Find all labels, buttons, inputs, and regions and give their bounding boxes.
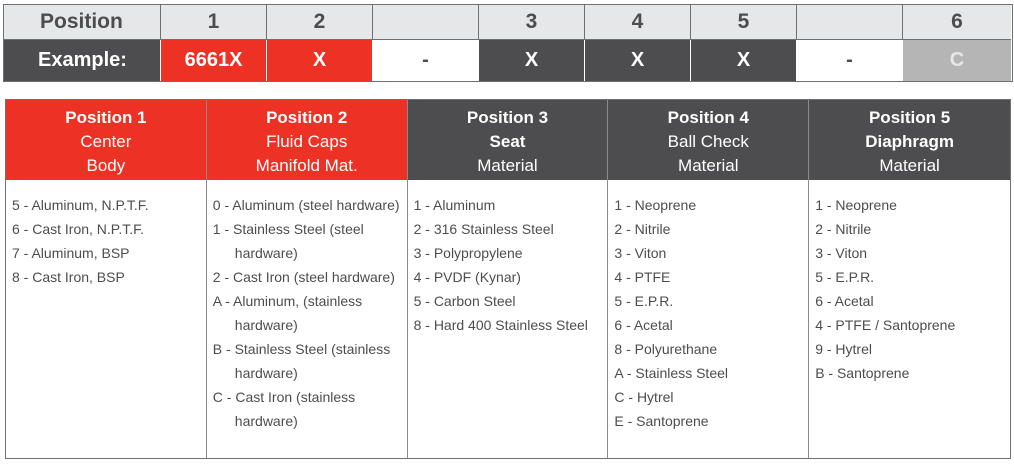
list-item: 7 - Aluminum, BSP <box>12 245 130 261</box>
column-heading-line: Material <box>678 156 739 175</box>
column-heading-title: Position 3 <box>466 108 549 127</box>
column-heading <box>809 100 1010 180</box>
example-code-cell: X <box>585 40 691 81</box>
list-item: A - Stainless Steel <box>614 365 729 381</box>
list-item: 3 - Viton <box>614 245 667 261</box>
column-heading <box>207 100 407 180</box>
column-heading-line: Material <box>477 156 538 175</box>
position-header-label: Position <box>4 5 161 40</box>
list-item: 5 - Carbon Steel <box>413 293 516 309</box>
column-heading-title: Position 4 <box>667 108 749 127</box>
column-heading-line: Manifold Mat. <box>255 156 358 175</box>
options-column-position-1 <box>6 100 207 458</box>
options-table <box>5 99 1011 459</box>
position-number: 3 <box>479 5 585 40</box>
column-heading <box>408 100 608 180</box>
position-number <box>797 5 903 40</box>
list-item: 6 - Cast Iron, N.P.T.F. <box>12 221 145 237</box>
list-item: 8 - Polyurethane <box>614 341 718 357</box>
column-heading-line: Center <box>80 132 132 151</box>
example-code-cell: X <box>267 40 373 81</box>
options-column-position-4 <box>608 100 809 458</box>
list-item: 3 - Polypropylene <box>413 245 523 261</box>
list-item: 4 - PTFE <box>614 269 671 285</box>
list-item: 3 - Viton <box>815 245 868 261</box>
options-list <box>608 180 808 433</box>
options-list <box>809 180 1010 385</box>
example-code-cell: X <box>691 40 797 81</box>
list-item: 6 - Acetal <box>614 317 673 333</box>
options-column-position-3 <box>408 100 609 458</box>
example-row <box>4 40 1012 81</box>
list-item: 2 - Cast Iron (steel hardware) <box>212 269 395 285</box>
position-number: 1 <box>161 5 267 40</box>
list-item: B - Santoprene <box>815 365 910 381</box>
position-number: 5 <box>691 5 797 40</box>
list-item: 2 - 316 Stainless Steel <box>413 221 554 237</box>
options-list <box>6 180 206 289</box>
list-item: 0 - Aluminum (steel hardware) <box>212 197 400 213</box>
column-heading-line: Seat <box>489 132 526 151</box>
list-item: 8 - Cast Iron, BSP <box>12 269 125 285</box>
list-item: 2 - Nitrile <box>815 221 872 237</box>
position-number: 2 <box>267 5 373 40</box>
list-item: 5 - E.P.R. <box>815 269 875 285</box>
list-item: 1 - Aluminum <box>413 197 496 213</box>
list-item: 5 - E.P.R. <box>614 293 674 309</box>
list-item: 2 - Nitrile <box>614 221 671 237</box>
list-item: 1 - Neoprene <box>614 197 697 213</box>
position-example-grid <box>3 4 1013 82</box>
options-column-position-2 <box>207 100 408 458</box>
list-item: E - Santoprene <box>614 413 709 429</box>
list-item: 1 - Neoprene <box>815 197 897 213</box>
list-item: B - Stainless Steel (stainless hardware) <box>212 341 391 381</box>
position-header-row <box>4 5 1012 40</box>
list-item: 4 - PVDF (Kynar) <box>413 269 521 285</box>
column-heading <box>6 100 206 180</box>
position-number <box>373 5 479 40</box>
list-item: C - Cast Iron (stainless hardware) <box>212 389 356 429</box>
list-item: A - Aluminum, (stainless hardware) <box>212 293 363 333</box>
options-list <box>207 180 407 433</box>
column-heading-title: Position 5 <box>868 108 951 127</box>
list-item: C - Hytrel <box>614 389 674 405</box>
list-item: 5 - Aluminum, N.P.T.F. <box>12 197 149 213</box>
column-heading-line: Ball Check <box>667 132 749 151</box>
column-heading-line: Fluid Caps <box>266 132 348 151</box>
column-heading-line: Body <box>86 156 126 175</box>
example-code-cell: X <box>479 40 585 81</box>
example-code-cell: - <box>797 40 903 81</box>
example-label: Example: <box>4 40 161 81</box>
column-heading-line: Diaphragm <box>865 132 954 151</box>
list-item: 4 - PTFE / Santoprene <box>815 317 956 333</box>
position-number: 4 <box>585 5 691 40</box>
example-code-cell: 6661X <box>161 40 267 81</box>
example-code-cell: C <box>903 40 1011 81</box>
example-code-cell: - <box>373 40 479 81</box>
list-item: 9 - Hytrel <box>815 341 872 357</box>
list-item: 8 - Hard 400 Stainless Steel <box>413 317 588 333</box>
list-item: 1 - Stainless Steel (steel hardware) <box>212 221 364 261</box>
column-heading <box>608 100 808 180</box>
list-item: 6 - Acetal <box>815 293 874 309</box>
column-heading-title: Position 2 <box>266 108 348 127</box>
options-column-position-5 <box>809 100 1010 458</box>
column-heading-title: Position 1 <box>65 108 147 127</box>
options-list <box>408 180 608 337</box>
position-number: 6 <box>903 5 1011 40</box>
column-heading-line: Material <box>879 156 940 175</box>
